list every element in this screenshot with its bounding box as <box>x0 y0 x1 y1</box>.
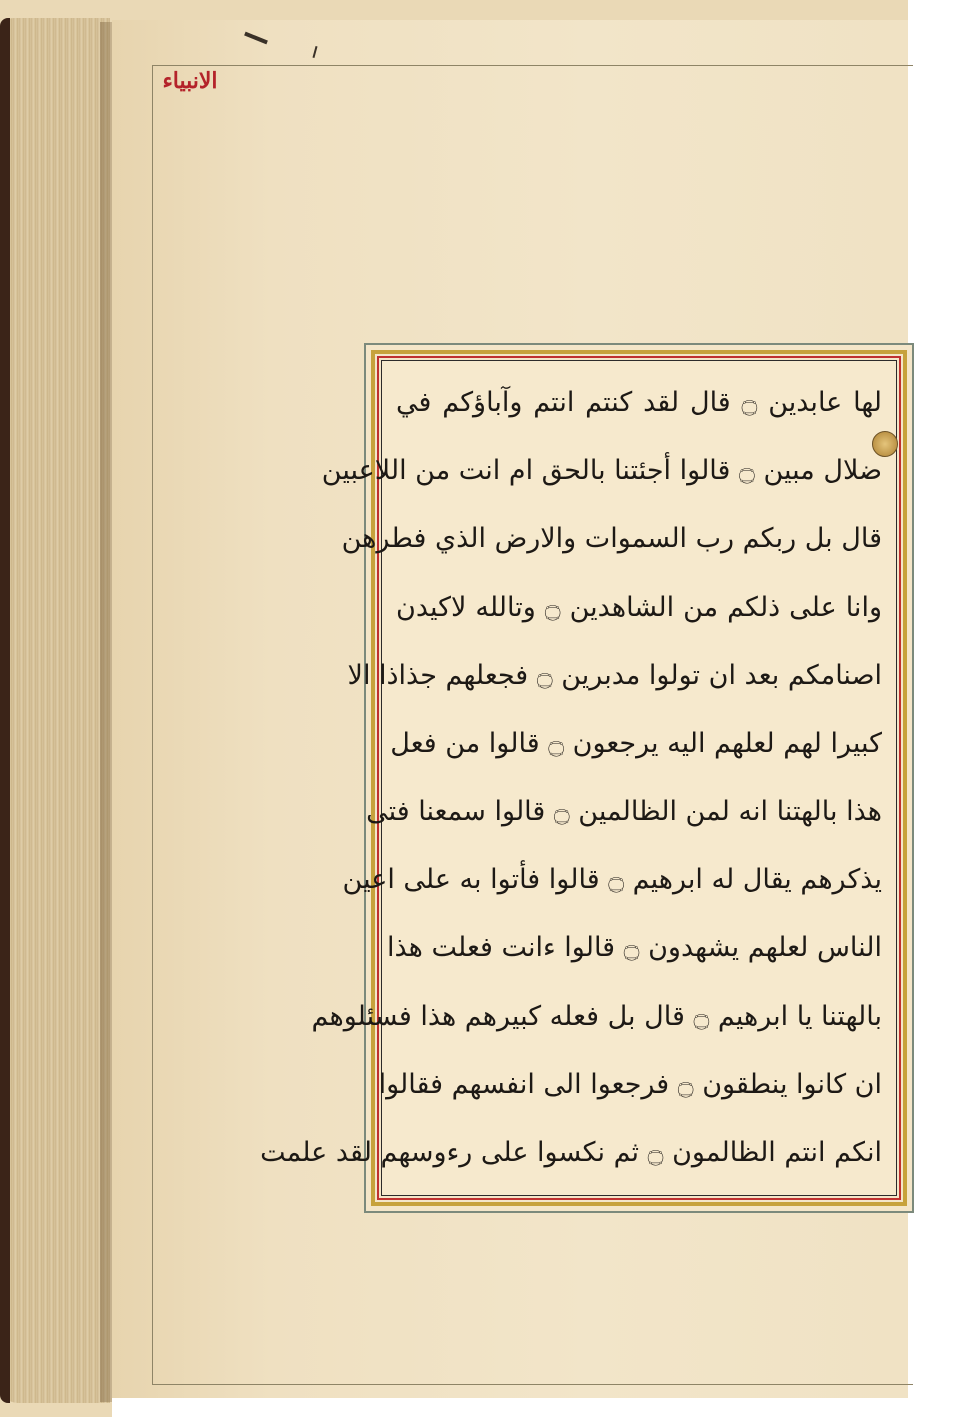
text-line: قال بل ربكم رب السموات والارض الذي فطرهن <box>341 523 882 555</box>
verse-medallion-icon <box>872 431 898 457</box>
red-rule <box>260 356 901 1200</box>
text-line: انكم انتم الظالمون ۝ ثم نكسوا على رءوسهم لقد علمت <box>260 1136 882 1168</box>
text-line: وانا على ذلكم من الشاهدين ۝ وتالله لاكيدن <box>396 591 882 623</box>
text-line: الناس لعلهم يشهدون ۝ قالوا ءانت فعلت هذا <box>387 932 882 964</box>
page-bottom <box>112 1398 908 1417</box>
text-line: ان كانوا ينطقون ۝ فرجعوا الى انفسهم فقالوا <box>378 1068 882 1100</box>
text-line: يذكرهم يقال له ابرهيم ۝ قالوا فأتوا به على اعين <box>342 864 882 896</box>
text-line: ضلال مبين ۝ قالوا أجئتنا بالحق ام انت من اللاعبين <box>321 455 882 487</box>
text-line: بالهتنا يا ابرهيم ۝ قال بل فعله كبيرهم هذا فسئلوهم <box>311 1000 882 1032</box>
text-line: اصنامكم بعد ان تولوا مدبرين ۝ فجعلهم جذاذا الا <box>347 659 882 691</box>
sura-header: الانبياء <box>162 68 218 94</box>
text-line: لها عابدين ۝ قال لقد كنتم انتم وآباؤكم في <box>396 387 883 418</box>
text-line: هذا بالهتنا انه لمن الظالمين ۝ قالوا سمعنا فتى <box>366 796 882 828</box>
text-lines <box>260 375 883 1181</box>
text-line: كبيرا لهم لعلهم اليه يرجعون ۝ قالوا من فعل <box>390 727 882 759</box>
text-block <box>260 360 897 1196</box>
gold-rule <box>260 350 907 1206</box>
text-panel <box>260 343 914 1213</box>
page-edges <box>0 18 110 1403</box>
